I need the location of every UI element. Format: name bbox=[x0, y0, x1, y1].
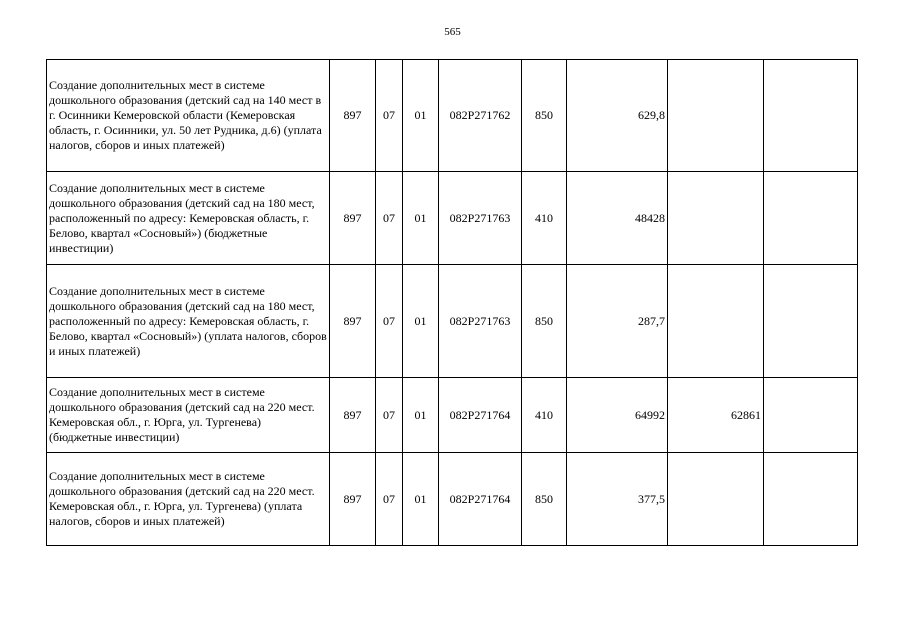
target-article-cell: 082P271764 bbox=[439, 453, 522, 546]
budget-table bbox=[46, 59, 858, 546]
expense-type-cell: 410 bbox=[522, 378, 567, 453]
amount-1-cell: 377,5 bbox=[567, 453, 668, 546]
grbs-cell: 897 bbox=[330, 172, 376, 265]
amount-2-cell bbox=[668, 453, 764, 546]
subsection-cell: 01 bbox=[403, 378, 439, 453]
amount-3-cell bbox=[764, 453, 858, 546]
target-article-cell: 082P271763 bbox=[439, 265, 522, 378]
page-number: 565 bbox=[444, 26, 461, 38]
section-cell: 07 bbox=[376, 60, 403, 172]
target-article-cell: 082P271762 bbox=[439, 60, 522, 172]
target-article-cell: 082P271764 bbox=[439, 378, 522, 453]
table-row bbox=[47, 172, 858, 265]
grbs-cell: 897 bbox=[330, 453, 376, 546]
amount-3-cell bbox=[764, 60, 858, 172]
table-row bbox=[47, 265, 858, 378]
section-cell: 07 bbox=[376, 453, 403, 546]
table-row bbox=[47, 60, 858, 172]
subsection-cell: 01 bbox=[403, 60, 439, 172]
subsection-cell: 01 bbox=[403, 265, 439, 378]
amount-3-cell bbox=[764, 172, 858, 265]
amount-2-cell bbox=[668, 265, 764, 378]
row-description: Создание дополнительных мест в системе дошкольного образования (детский сад на 220 мест. Кемеровская обл., г. Юрга, ул. Тургенева) (бюджетные инвестиции) bbox=[47, 378, 330, 453]
row-description: Создание дополнительных мест в системе дошкольного образования (детский сад на 180 мест, расположенный по адресу: Кемеровская область, г. Белово, квартал «Сосновый») (бюджетные инвестиции) bbox=[47, 172, 330, 265]
amount-2-cell bbox=[668, 60, 764, 172]
amount-1-cell: 48428 bbox=[567, 172, 668, 265]
expense-type-cell: 850 bbox=[522, 265, 567, 378]
row-description: Создание дополнительных мест в системе дошкольного образования (детский сад на 220 мест. Кемеровская обл., г. Юрга, ул. Тургенева) (уплата налогов, сборов и иных платежей) bbox=[47, 453, 330, 546]
expense-type-cell: 850 bbox=[522, 453, 567, 546]
target-article-cell: 082P271763 bbox=[439, 172, 522, 265]
grbs-cell: 897 bbox=[330, 265, 376, 378]
amount-1-cell: 287,7 bbox=[567, 265, 668, 378]
expense-type-cell: 850 bbox=[522, 60, 567, 172]
row-description: Создание дополнительных мест в системе дошкольного образования (детский сад на 140 мест в г. Осинники Кемеровской области (Кемеровская область, г. Осинники, ул. 50 лет Рудника, д.6) (уплата налогов, сборов и иных платежей) bbox=[47, 60, 330, 172]
subsection-cell: 01 bbox=[403, 453, 439, 546]
table-row bbox=[47, 378, 858, 453]
grbs-cell: 897 bbox=[330, 378, 376, 453]
grbs-cell: 897 bbox=[330, 60, 376, 172]
section-cell: 07 bbox=[376, 172, 403, 265]
section-cell: 07 bbox=[376, 378, 403, 453]
amount-1-cell: 629,8 bbox=[567, 60, 668, 172]
expense-type-cell: 410 bbox=[522, 172, 567, 265]
amount-2-cell bbox=[668, 172, 764, 265]
table-row bbox=[47, 453, 858, 546]
amount-2-cell: 62861 bbox=[668, 378, 764, 453]
amount-3-cell bbox=[764, 265, 858, 378]
amount-1-cell: 64992 bbox=[567, 378, 668, 453]
amount-3-cell bbox=[764, 378, 858, 453]
row-description: Создание дополнительных мест в системе дошкольного образования (детский сад на 180 мест, расположенный по адресу: Кемеровская область, г. Белово, квартал «Сосновый») (уплата налогов, сборов и иных платежей) bbox=[47, 265, 330, 378]
subsection-cell: 01 bbox=[403, 172, 439, 265]
section-cell: 07 bbox=[376, 265, 403, 378]
